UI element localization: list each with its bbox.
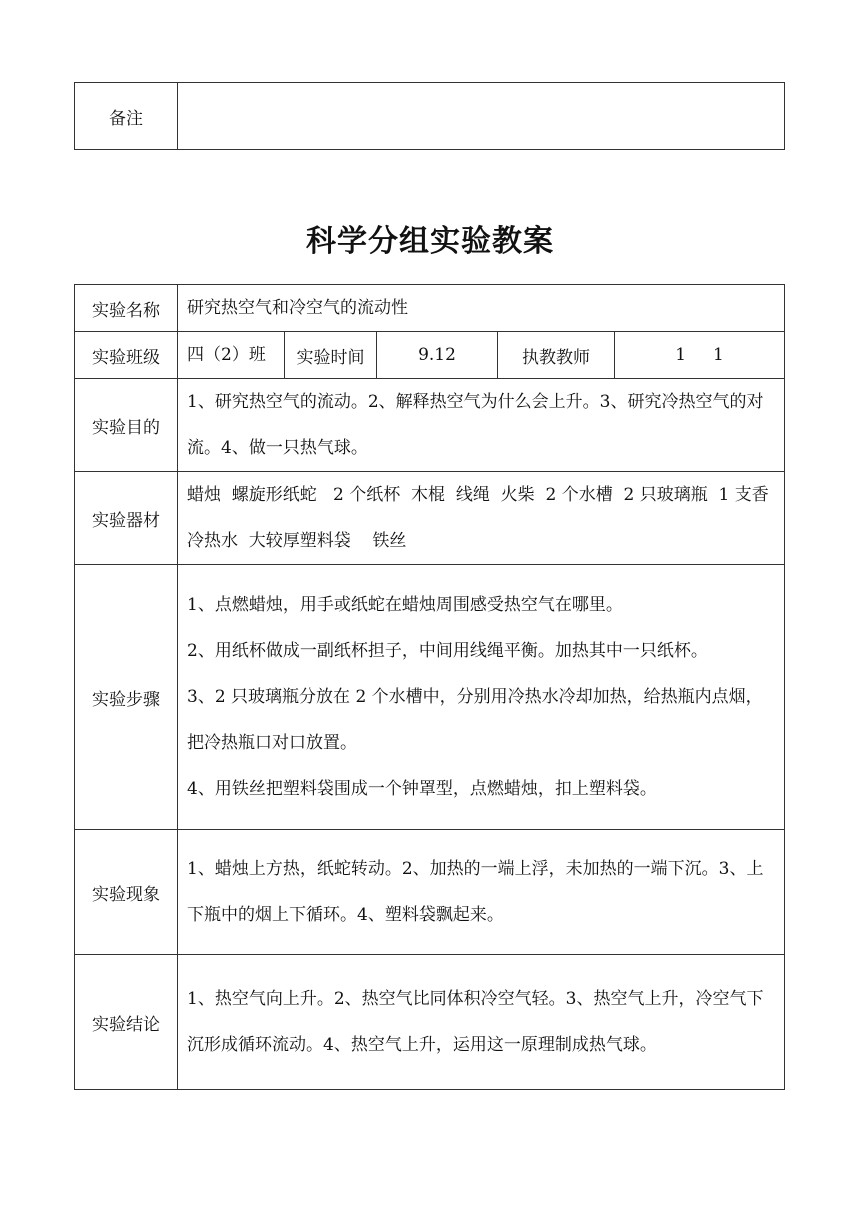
steps-label: 实验步骤 (75, 565, 178, 830)
conclusion-label: 实验结论 (75, 955, 178, 1090)
step-item: 2、用纸杯做成一副纸杯担子，中间用线绳平衡。加热其中一只纸杯。 (187, 641, 708, 661)
step-item: 3、2 只玻璃瓶分放在 2 个水槽中，分别用冷热水冷却加热，给热瓶内点烟，把冷热瓶口对口放置。 (187, 687, 763, 753)
experiment-name-row (75, 285, 785, 332)
class-label: 实验班级 (75, 332, 178, 379)
remarks-row (75, 83, 785, 150)
purpose-label: 实验目的 (75, 379, 178, 472)
purpose-row (75, 379, 785, 472)
teacher-label: 执教教师 (498, 332, 615, 379)
lesson-plan-table (74, 284, 785, 1090)
remarks-table (74, 82, 785, 150)
step-item: 4、用铁丝把塑料袋围成一个钟罩型，点燃蜡烛，扣上塑料袋。 (187, 779, 657, 799)
experiment-name-value: 研究热空气和冷空气的流动性 (178, 285, 785, 332)
phenomenon-row (75, 830, 785, 955)
time-value: 9.12 (377, 332, 498, 379)
class-value: 四（2）班 (178, 332, 285, 379)
phenomenon-label: 实验现象 (75, 830, 178, 955)
steps-row (75, 565, 785, 830)
purpose-value: 1、研究热空气的流动。2、解释热空气为什么会上升。3、研究冷热空气的对流。4、做一只热气球。 (178, 379, 785, 472)
conclusion-value: 1、热空气向上升。2、热空气比同体积冷空气轻。3、热空气上升，冷空气下沉形成循环流动。4、热空气上升，运用这一原理制成热气球。 (178, 955, 785, 1090)
page-title: 科学分组实验教案 (306, 224, 554, 259)
time-label: 实验时间 (285, 332, 377, 379)
step-item: 1、点燃蜡烛，用手或纸蛇在蜡烛周围感受热空气在哪里。 (187, 595, 623, 615)
equipment-row (75, 472, 785, 565)
remarks-label: 备注 (75, 83, 178, 150)
phenomenon-value: 1、蜡烛上方热，纸蛇转动。2、加热的一端上浮，未加热的一端下沉。3、上下瓶中的烟上下循环。4、塑料袋飘起来。 (178, 830, 785, 955)
equipment-value: 蜡烛 螺旋形纸蛇 2 个纸杯 木棍 线绳 火柴 2 个水槽 2 只玻璃瓶 1 支香 冷热水 大较厚塑料袋 铁丝 (178, 472, 785, 565)
conclusion-row (75, 955, 785, 1090)
experiment-name-label: 实验名称 (75, 285, 178, 332)
teacher-value: 1 1 (615, 332, 785, 379)
equipment-label: 实验器材 (75, 472, 178, 565)
steps-content (178, 565, 785, 830)
class-row (75, 332, 785, 379)
remarks-value (178, 83, 785, 150)
